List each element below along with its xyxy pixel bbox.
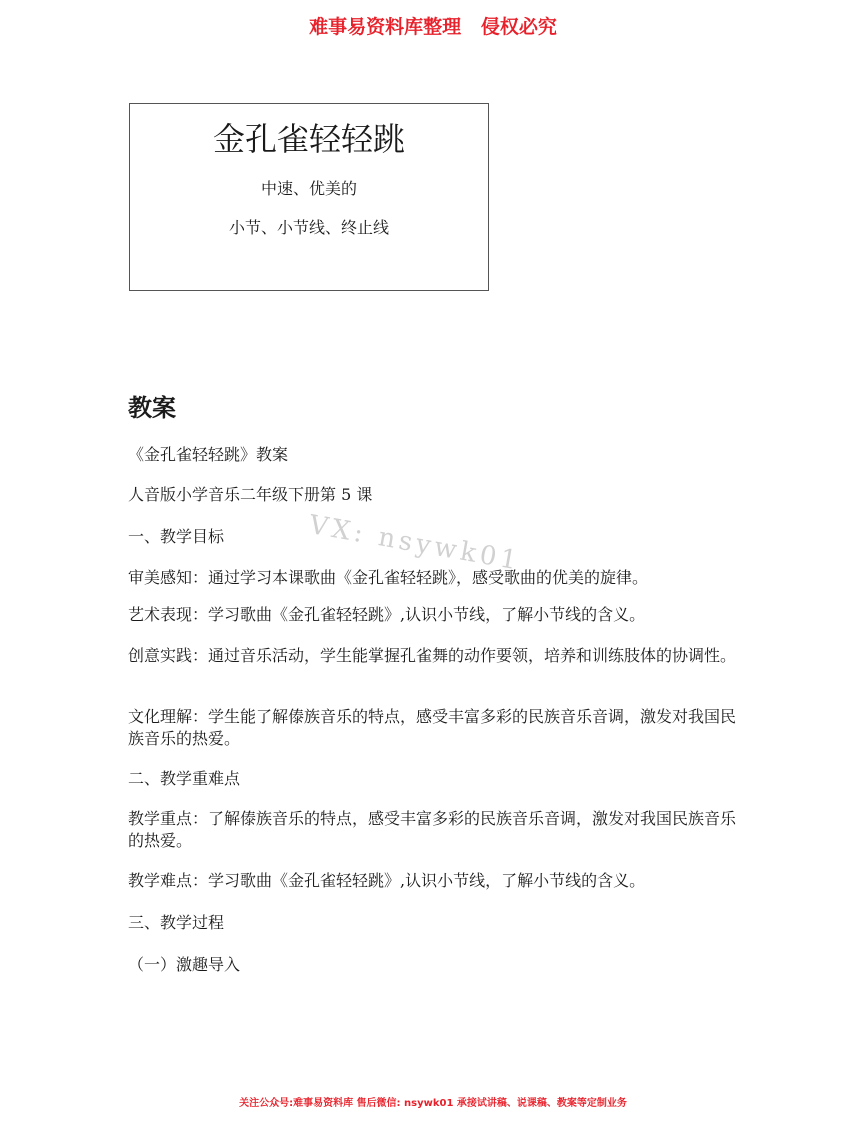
goal-expression: 艺术表现：学习歌曲《金孔雀轻轻跳》,认识小节线，了解小节线的含义。 xyxy=(128,605,646,624)
step-intro: （一）激趣导入 xyxy=(128,955,241,974)
heading-goals: 一、教学目标 xyxy=(128,527,225,546)
goal-culture: 文化理解：学生能了解傣族音乐的特点，感受丰富多彩的民族音乐音调，激发对我国民族音乐的热爱。 xyxy=(128,707,737,748)
header-banner: 难事易资料库整理 侵权必究 xyxy=(309,16,557,38)
lesson-source: 人音版小学音乐二年级下册第 5 课 xyxy=(128,485,373,504)
footer-banner: 关注公众号:难事易资料库 售后微信: nsywk01 承接试讲稿、说课稿、教案等定制业务 xyxy=(239,1098,627,1109)
lesson-title: 《金孔雀轻轻跳》教案 xyxy=(128,445,289,464)
goal-aesthetic: 审美感知：通过学习本课歌曲《金孔雀轻轻跳》，感受歌曲的优美的旋律。 xyxy=(128,568,649,587)
topics-note: 小节、小节线、终止线 xyxy=(228,218,389,237)
heading-key-points: 二、教学重难点 xyxy=(128,769,241,788)
watermark: VX: nsywk01 xyxy=(306,510,523,577)
section-heading: 教案 xyxy=(128,394,176,422)
heading-process: 三、教学过程 xyxy=(128,913,225,932)
tempo-note: 中速、优美的 xyxy=(260,179,357,198)
title-box xyxy=(129,103,489,291)
song-title: 金孔雀轻轻跳 xyxy=(212,120,405,158)
goal-practice: 创意实践：通过音乐活动，学生能掌握孔雀舞的动作要领，培养和训练肢体的协调性。 xyxy=(128,646,737,665)
key-point: 教学重点：了解傣族音乐的特点，感受丰富多彩的民族音乐音调，激发对我国民族音乐的热爱。 xyxy=(128,809,737,850)
difficult-point: 教学难点：学习歌曲《金孔雀轻轻跳》,认识小节线，了解小节线的含义。 xyxy=(128,871,646,890)
